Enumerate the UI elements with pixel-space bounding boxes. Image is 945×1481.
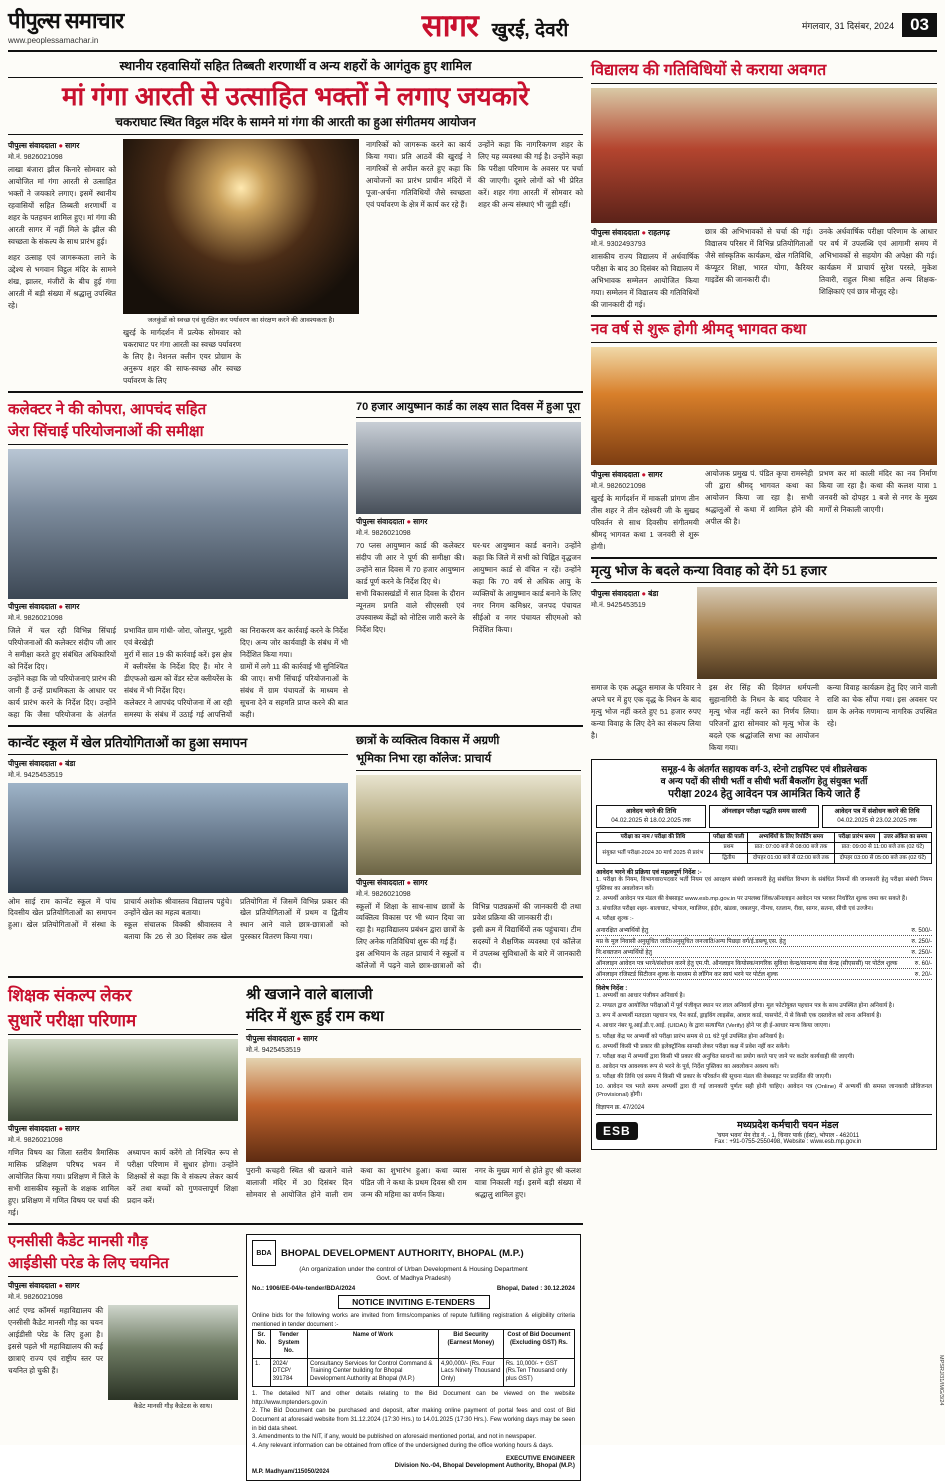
brand-name: पीपुल्स समाचार bbox=[8, 8, 124, 33]
brand-website: www.peoplessamachar.in bbox=[8, 36, 99, 45]
esb-note-3: 3. रूप में अभ्यर्थी मतदाता पहचान पत्र, पैन कार्ड, ड्राइविंग लाइसेंस, आधार कार्ड, पासपोर्ट, में से किसी एक दस्तावेज को लाना अनिवार्य है। bbox=[596, 1013, 882, 1020]
sports-phone: मो.नं. 9425453519 bbox=[8, 771, 63, 779]
bda-note-1: 1. The detailed NIT and other details relating to the Bid Document can be viewed on the website http://www.mptenders.gov.in bbox=[252, 1390, 575, 1406]
ad-bda bbox=[246, 1234, 581, 1481]
bda-th-4: Cost of Bid Document (Excluding GST) Rs. bbox=[503, 1330, 574, 1358]
esb-title-2: व अन्य पदों की सीधी भर्ती व सीधी भर्ती बैकलॉग हेतु संयुक्त भर्ती bbox=[660, 775, 868, 786]
school-activity-para-1: शासकीय राज्य विद्यालय में अर्धवार्षिक परीक्षा के बाद 30 दिसंबर को विद्यालय में अभिभावक सम्मेलन आयोजित किया गया। सम्मेलन में विद्यालय की गतिविधियों की जानकारी दी गई। bbox=[591, 252, 699, 310]
collector-para-1: जिले में चल रही विभिन्न सिंचाई परियोजनाओं की कलेक्टर संदीप जी आर ने समीक्षा करते हुए संबंधित अधिकारियों को निर्देश दिए। bbox=[8, 626, 116, 671]
edition-city: सागर bbox=[421, 8, 478, 43]
college-para-2: इस अभियान के तहत प्राचार्य ने स्कूलों व कॉलेजों में पढ़ने वाले छात्र-छात्राओं को विभिन्न पाठ्यक्रमों की जानकारी दी तथा प्रवेश प्रक्रिया की जानकारी दी। bbox=[356, 901, 581, 971]
bda-intro: Online bids for the following works are invited from firms/companies of repute fulfilling registration & eligibility criteria mentioned in tender document :- bbox=[252, 1313, 575, 1328]
right-column bbox=[591, 57, 944, 1481]
article-college bbox=[356, 731, 581, 973]
esb-instruction-4: 4. परीक्षा शुल्क :- bbox=[596, 915, 634, 922]
teacher-byline: पीपुल्स संवाददाता ● सागर bbox=[8, 1124, 80, 1134]
esb-date-cells bbox=[596, 805, 932, 828]
bhagwat-photo bbox=[591, 347, 937, 465]
sports-para-2: स्कूल संचालक विक्की श्रीवास्तव ने बताया कि 26 से 30 दिसंबर तक खेल प्रतियोगिता में जिसमें विभिन्न प्रकार की खेल प्रतियोगिताओं में प्रथम व द्वितीय स्थान आने वाले छात्र-छात्राओं को पुरस्कार वितरण किया गया। bbox=[124, 896, 348, 942]
esb-org-name: मध्यप्रदेश कर्मचारी चयन मंडल bbox=[737, 1119, 839, 1131]
bda-notice-title: NOTICE INVITING E-TENDERS bbox=[338, 1295, 490, 1309]
esb-date-cell-0: आवेदन भरने की तिथि 04.02.2025 से 18.02.2025 तक bbox=[596, 805, 706, 828]
esb-note-7: 7. परीक्षा कक्ष में अभ्यर्थी द्वारा किसी भी प्रकार की अनुचित साधनों का प्रयोग करते पाए जाने पर कठोर कार्यवाही की जाएगी। bbox=[596, 1053, 855, 1060]
sports-photo bbox=[8, 783, 348, 893]
school-activity-photo bbox=[591, 88, 937, 223]
school-activity-para-2: छात्र की अभिभावकों से चर्चा की गई। विद्यालय परिसर में विभिन्न प्रतियोगिताओं जैसे सांस्कृतिक कार्यक्रम, खेल गतिविधि, कंप्यूटर शिक्षा, भारत योगा, कैरियर गाइडेंस की जानकारी दी। bbox=[705, 227, 813, 285]
college-headline-2: भूमिका निभा रहा कॉलेज: प्राचार्य bbox=[356, 753, 581, 771]
masthead-brand bbox=[8, 5, 223, 45]
collector-headline-1: कलेक्टर ने की कोपरा, आपचंद सहित bbox=[8, 401, 207, 419]
ad-esb bbox=[591, 759, 937, 1150]
collector-headline-2: जेरा सिंचाई परियोजनाओं की समीक्षा bbox=[8, 423, 348, 445]
balaji-para-1: पुरानी कचहरी स्थित श्री खजाने वाले बालाजी मंदिर में 30 दिसंबर दिन सोमवार से आयोजित होने वाली राम कथा का शुभारंभ हुआ। कथा व्यास पंडित जी ने कथा के प्रथम दिवस श्री राम जन्म की महिमा का वर्णन किया। bbox=[246, 1166, 467, 1200]
article-school-sports bbox=[8, 731, 348, 973]
esb-side-code: MPSRJ/31/IMG/3/24 bbox=[938, 1354, 944, 1405]
bhagwat-para-3: प्रभण कर मां काली मंदिर का नव निर्माण किया जा रहा है। कथा की कलश यात्रा 1 जनवरी को दोपहर 1 बजे से नगर के मुख्य मार्गों से निकाली जाएगी। bbox=[819, 469, 937, 515]
collector-phone: मो.नं. 9826021098 bbox=[8, 615, 63, 623]
college-headline-1: छात्रों के व्यक्तित्व विकास में अग्रणी bbox=[356, 734, 500, 747]
bda-sub-1: (An organization under the control of Urban Development & Housing Department bbox=[299, 1266, 528, 1274]
esb-date-cell-1: ऑनलाइन परीक्षा पद्धति समय सारणी bbox=[709, 805, 819, 828]
article-collector bbox=[8, 397, 348, 721]
esb-notes-heading: विशेष निर्देश : bbox=[596, 985, 628, 993]
bda-table-header-row bbox=[253, 1330, 575, 1358]
bda-td-2: Consultancy Services for Control Command & Training Center building for Bhopal Development Authority at Bhopal (M.P.) bbox=[307, 1358, 438, 1386]
balaji-headline-1: श्री खजाने वाले बालाजी bbox=[246, 986, 373, 1004]
bda-th-2: Name of Work bbox=[307, 1330, 438, 1358]
collector-photo bbox=[8, 449, 348, 599]
row-teacher-balaji bbox=[8, 982, 583, 1219]
lead-photo-caption: जलकुंडों को स्वच्छ एवं सुरक्षित कर पर्यावरण का संरक्षण करने की आवश्यकता है। bbox=[147, 317, 335, 325]
esb-instruction-2: 2. अभ्यर्थी आवेदन पत्र मंडल की वेबसाइट www.esb.mp.gov.in पर उपलब्ध लिंक/ऑनलाइन आवेदन पत्र भरकर निर्धारित शुल्क जमा कर सकते हैं। bbox=[596, 895, 908, 902]
esb-fee-1: मप्र के मूल निवासी अनुसूचित जाति/अनुसूचित जनजाति/अन्य पिछड़ा वर्ग/ई.डब्ल्यू.एस. हेतु रु. 250/- bbox=[596, 936, 932, 947]
ncc-headline-2: आईडीसी परेड के लिए चयनित bbox=[8, 1255, 238, 1277]
bda-tender-table bbox=[252, 1329, 575, 1387]
masthead-meta bbox=[767, 13, 937, 37]
esb-td-r0c2: प्रात: 07:00 बजे से 08:00 बजे तक bbox=[748, 843, 834, 853]
left-column bbox=[8, 57, 583, 1481]
bda-title: BHOPAL DEVELOPMENT AUTHORITY, BHOPAL (M.P.) bbox=[281, 1247, 524, 1259]
edition-subcities: खुरई, देवरी bbox=[491, 20, 569, 41]
esb-th-0: परीक्षा का नाम / परीक्षा की तिथि bbox=[597, 833, 710, 843]
masthead bbox=[8, 0, 937, 52]
bhagwat-phone: मो.नं. 9826021098 bbox=[591, 483, 646, 491]
bda-sign-title: EXECUTIVE ENGINEER bbox=[505, 1454, 575, 1462]
bda-note-3: 3. Amendments to the NIT, if any, would be published on aforesaid mentioned portal, and not in newspaper. bbox=[252, 1434, 537, 1441]
esb-ad-number: विज्ञापन क्र. 47/2024 bbox=[596, 1104, 645, 1111]
esb-title-1: समूह-4 के अंतर्गत सहायक वर्ग-3, स्टेनो टाइपिस्ट एवं शीघ्रलेखक bbox=[661, 764, 867, 775]
table-row bbox=[253, 1358, 575, 1386]
kanya-headline: मृत्यु भोज के बदले कन्या विवाह को देंगे 51 हजार bbox=[591, 563, 937, 583]
esb-fee-4: ऑनलाइन रजिस्टर्ड सिटीजन शुल्क के माध्यम से लॉगिन कर स्वयं भरने पर पोर्टल शुल्क रु. 20/- bbox=[596, 969, 932, 980]
bda-td-1: 2024/ DTCP/ 391784 bbox=[270, 1358, 307, 1386]
lead-headline: मां गंगा आरती से उत्साहित भक्तों ने लगाए जयकारे bbox=[61, 81, 530, 111]
lead-para-2: शहर उत्साह एवं जागरूकता लाने के उद्देश्य से भगवान विट्ठल मंदिर के सामने शंख, झालर, मंजीरों के बीच हुई गंगा आरती में बड़ी संख्या में श्रद्धालु उपस्थित रहे। bbox=[8, 253, 116, 310]
collector-para-3: मुर्रा में सात 19 की कार्रवाई करें। इस क्षेत्र में क्लीयरेंस के निर्देश दिए हैं। मोर ने डीएफओ खत्म को वेंडर स्टेज क्लीयरेंस के संबंध में भी निर्देश दिए। bbox=[124, 650, 232, 695]
esb-fee-0: अनारक्षित अभ्यर्थियों हेतु रु. 500/- bbox=[596, 925, 932, 936]
bhagwat-para-2: आयोजक प्रमुख पं. पंडित कृपा रामस्नेही जी द्वारा श्रीमद् भागवत कथा का आयोजन किया जा रहा है। सभी श्रद्धालुओं से कथा में शामिल होने की अपील की है। bbox=[705, 469, 813, 527]
ayushman-phone: मो.नं. 9826021098 bbox=[356, 530, 411, 538]
page-content bbox=[8, 52, 944, 1481]
esb-fee-3: ऑनलाइन आवेदन पत्र भरने/संशोधन करने हेतु एम.पी. ऑनलाइन कियोस्क/नागरिक सुविधा केन्द्र/सामान्य सेवा केन्द्र (सीएससी) पर पोर्टल शुल्क रु. 60/- bbox=[596, 958, 932, 969]
esb-note-4: 4. आधार नंबर यू.आई.डी.ए.आई. (UIDAI) के द्वारा सत्यापित (Verify) होने पर ही ई-आधार मान्य किया जाएगा। bbox=[596, 1023, 831, 1030]
college-byline: पीपुल्स संवाददाता ● सागर bbox=[356, 877, 428, 887]
article-teacher bbox=[8, 982, 238, 1219]
kanya-phone: मो.नं. 9425453519 bbox=[591, 602, 646, 610]
article-ncc bbox=[8, 1229, 238, 1481]
teacher-headline-2: सुधारें परीक्षा परिणाम bbox=[8, 1011, 238, 1035]
article-balaji bbox=[246, 982, 581, 1219]
lead-kicker: स्थानीय रहवासियों सहित तिब्बती शरणार्थी व अन्य शहरों के आगंतुक हुए शामिल bbox=[8, 57, 583, 78]
ncc-para-1: आर्ट एण्ड कॉमर्स महाविद्यालय की एनसीसी कैडेट मानसी गौड़ का चयन आईडीसी परेड के लिए हुआ है। इससे पहले भी महाविद्यालय की कई छात्राएं राज्य एवं राष्ट्रीय स्तर पर चयनित हो चुकी हैं। bbox=[8, 1306, 103, 1376]
bda-th-1: Tender System No. bbox=[270, 1330, 307, 1358]
ayushman-byline: पीपुल्स संवाददाता ● सागर bbox=[356, 517, 428, 527]
esb-logo: ESB bbox=[596, 1122, 638, 1140]
bhagwat-byline: पीपुल्स संवाददाता ● सागर bbox=[591, 470, 663, 480]
table-row bbox=[597, 843, 932, 853]
esb-instructions-heading: आवेदन भरने की प्रक्रिया एवं महत्वपूर्ण निर्देश :- bbox=[596, 868, 702, 876]
article-ayushman bbox=[356, 397, 581, 721]
ayushman-para-3: घर-घर आयुष्मान कार्ड बनाने। उन्होंने कहा कि जिले में सभी को चिह्नित वृद्धजन आयुष्मान कार्ड से वंचित न रहें। उन्होंने कहा कि 70 वर्ष से अधिक आयु के व्यक्तियों के आयुष्मान कार्ड बनाने के लिए नगर निगम कमिश्नर, जनपद पंचायत सीईओ व नगर पंचायत सीएमओ को निर्देशित किया। bbox=[472, 541, 581, 635]
esb-instruction-3: 3. संचालित परीक्षा शहर- बालाघाट, भोपाल, ग्वालियर, इंदौर, खंडवा, जबलपुर, नीमच, रतलाम, रीवा, सागर, सतना, सीधी एवं उज्जैन। bbox=[596, 905, 873, 912]
esb-note-5: 5. परीक्षा केंद्र पर अभ्यर्थी को परीक्षा प्रारंभ समय से 01 घंटे पूर्व उपस्थित होना अनिवार्य है। bbox=[596, 1033, 784, 1040]
lead-phone: मो.नं. 9826021098 bbox=[8, 154, 63, 162]
college-phone: मो.नं. 9826021098 bbox=[356, 890, 411, 898]
school-activity-headline: विद्यालय की गतिविधियों से कराया अवगत bbox=[591, 61, 937, 84]
esb-table-header-row bbox=[597, 833, 932, 843]
article-lead bbox=[8, 57, 583, 387]
school-activity-para-3: उनके अर्धवार्षिक परीक्षा परिणाम के आधार पर वर्ष में उपलब्धि एवं आगामी समय में अभिभावकों से सहयोग की अपेक्षा की गई। कार्यक्रम में प्राचार्य सुरेश परस्ते, मुकेश तिवारी, राहुल मिश्रा सहित अन्य शिक्षक-शिक्षिकाएं एवं छात्र मौजूद रहे। bbox=[819, 227, 937, 297]
page-number: 03 bbox=[902, 13, 937, 37]
esb-th-3: परीक्षा प्रारंभ समय bbox=[834, 833, 879, 843]
esb-instruction-1: 1. परीक्षा के नियम, विभागवार/पदवार भर्ती नियम एवं आरक्षण संबंधी जानकारी हेतु संबंधित विभाग के संबंधित नियमों की जानकारी हेतु परीक्षा संबंधी नियम पुस्तिका का अवलोकन करें। bbox=[596, 876, 932, 892]
ayushman-headline: 70 हजार आयुष्मान कार्ड का लक्ष्य सात दिवस में हुआ पूरा bbox=[356, 401, 581, 418]
esb-td-r1c1: द्वितीय bbox=[709, 853, 747, 863]
article-bhagwat-katha bbox=[591, 321, 937, 553]
esb-td-r0c3: प्रात: 09:00 से 11:00 बजे तक (02 घंटे) bbox=[834, 843, 931, 853]
ayushman-para-1: 70 प्लस आयुष्मान कार्ड की कलेक्टर संदीप जी आर ने पूर्ण की समीक्षा की। उन्होंने सात दिवस में 70 हजार आयुष्मान कार्ड पूर्ण करने के निर्देश दिए थे। bbox=[356, 541, 465, 587]
bda-note-2: 2. The Bid Document can be purchased and deposit, after making online payment of portal fees and cost of Bid Document at aforesaid website from 31.12.2024 (17:30 Hrs.) to 14.01.2025 (17:30 Hrs.). Few working days may be seen in bid data sheet. bbox=[252, 1408, 575, 1432]
teacher-photo bbox=[8, 1039, 238, 1121]
sports-headline: कान्वेंट स्कूल में खेल प्रतियोगिताओं का हुआ समापन bbox=[8, 735, 348, 755]
lead-subhead: चकराघाट स्थित विट्ठल मंदिर के सामने मां गंगा की आरती का हुआ संगीतमय आयोजन bbox=[8, 113, 583, 135]
esb-note-8: 8. आवेदन पत्र आवश्यक रूप से भरने के पूर्व, निर्देश पुस्तिका का अवलोकन अवश्य करें। bbox=[596, 1063, 779, 1070]
bda-header bbox=[252, 1240, 575, 1266]
bda-sign-sub: Division No.-04, Bhopal Development Authority, Bhopal (M.P.) bbox=[394, 1461, 575, 1469]
teacher-para-2: अध्यापन कार्य करेंगे तो निश्चित रूप से परीक्षा परिणाम में सुधार होगा। उन्होंने शिक्षकों से कहा कि वे संकल्प लेकर कार्य करें तथा बच्चों को गुणवत्तापूर्ण शिक्षा प्रदान करें। bbox=[127, 1148, 238, 1206]
esb-org-address: 'चयन भवन' मेन रोड नं. - 1, चिनार पार्क (ईस्ट), भोपाल - 462011 bbox=[716, 1132, 860, 1139]
row-collector-ayushman bbox=[8, 397, 583, 721]
balaji-photo bbox=[246, 1058, 581, 1162]
sports-byline: पीपुल्स संवाददाता ● बंडा bbox=[8, 758, 76, 768]
esb-td-r1c3: दोपहर 03:00 से 05:00 बजे तक (02 घंटे) bbox=[834, 853, 931, 863]
esb-org-contact: Fax : +91-0755-2550498, Website : www.esb.mp.gov.in bbox=[714, 1138, 862, 1145]
bhagwat-para-1: खुरई के मार्गदर्शन में माकली प्रांगण तीन तीस शहर ने तीन रक्षेश्वरी जी के सुखद परिवर्तन से साथ दिवसीय संगीतमयी श्रीमद् भागवत कथा 1 जनवरी से शुरू होगी। bbox=[591, 494, 699, 552]
bda-emblem-icon: BDA bbox=[252, 1240, 276, 1266]
esb-title-3: परीक्षा 2024 हेतु आवेदन पत्र आमंत्रित किये जाते हैं bbox=[668, 787, 860, 800]
bda-sub-2: Govt. of Madhya Pradesh) bbox=[376, 1274, 451, 1282]
collector-byline: पीपुल्स संवाददाता ● सागर bbox=[8, 602, 80, 612]
bda-td-4: Rs. 10,000/- + GST (Rs.Ten Thousand only plus GST) bbox=[503, 1358, 574, 1386]
lead-para-4: नागरिकों को जागरूक करने का कार्य किया गया। प्रति आठवें की खुराई ने नागरिकों से अपील करते हुए कहा कि आयोजनों का प्रारंभ प्राचीन मंदिरों में पूजा-अर्चना गतिविधियों जैसे स्वच्छता एवं पर्यावरण के क्षेत्र में कार्य कर रहे हैं। bbox=[366, 140, 471, 210]
esb-note-6: 6. अभ्यर्थी किसी भी प्रकार की इलेक्ट्रॉनिक सामग्री लेकर परीक्षा कक्ष में प्रवेश नहीं कर सकेंगे। bbox=[596, 1043, 790, 1050]
esb-fee-2: नि:शक्तजन अभ्यर्थियों हेतु रु. 250/- bbox=[596, 947, 932, 958]
esb-notes bbox=[596, 992, 932, 1100]
lead-byline: पीपुल्स संवाददाता ● सागर bbox=[8, 141, 80, 151]
lead-para-5: उन्होंने कहा कि नागरिकगण शहर के लिए यह व्यवस्था की गई है। उन्होंने कहा कि परीक्षा परिणाम के अवसर पर चर्चा की जाएगी। दूसरे लोगों को भी प्रेरित करें। शहर गंगा आरती में सोमवार को शहर की अन्य संस्थाएं भी जुड़ी रहीं। bbox=[478, 140, 583, 210]
esb-td-r1c2: दोपहर 01:00 बजे से 02:00 बजे तक bbox=[748, 853, 834, 863]
collector-para-2: उन्होंने कहा कि जो परियोजनाएं प्रारंभ की जानी हैं उन्हें प्राथमिकता के आधार पर कार्य प्रारंभ करने के निर्देश दिए। उन्होंने कहा कि जैसा परियोजना के अंतर्गत प्रभावित ग्राम गांधी- जोरा, जोलपुर, भूड़री एवं बेरखेड़ी bbox=[8, 626, 232, 719]
collector-para-5: ग्रामों में लगे 11 की कार्रवाई भी सुनिश्चित की जाए। सभी सिंचाई परियोजनाओं के संबंध में ग्राम पंचायतों के माध्यम से सूचना देने व सहमति प्राप्त करने की बात कही। bbox=[240, 661, 348, 719]
college-photo bbox=[356, 775, 581, 875]
ayushman-photo bbox=[356, 422, 581, 514]
lead-para-1: लाखा बंजारा झील किनारे सोमवार को आयोजित मां गंगा आरती से उत्साहित भक्तों ने जयकारे लगाए। इसमें स्थानीय रहवासियों सहित तिब्बती शरणार्थी व शहर के पतहचन शामिल हुए। मां गंगा की आरती सागर में नहीं मिले के झील की स्वच्छता के संकल्प के साथ प्रारंभ हुई। bbox=[8, 165, 116, 247]
sports-para-1: ओम साई राम कान्वेंट स्कूल में पांच दिवसीय खेल प्रतियोगिताओं का समापन हुआ। खेल प्रतियोगिताओं में संस्था के प्राचार्य अशोक श्रीवास्तव विद्यालय पहुंचे। उन्होंने खेल का महत्व बताया। bbox=[8, 896, 232, 930]
row-ncc-bda bbox=[8, 1229, 583, 1481]
kanya-para-1: समाज के एक अद्भुत समाज के परिवार ने अपने घर में हुए एक वृद्ध के निधन के बाद मृत्यु भोज नहीं करते हुए 51 हजार रुपए कन्या विवाह के लिए देने का संकल्प लिया है। bbox=[591, 683, 701, 741]
esb-td-r0c0: संयुक्त भर्ती परीक्षा-2024 30 मार्च 2025 से प्रारंभ bbox=[597, 843, 710, 864]
article-school-activity bbox=[591, 61, 937, 311]
teacher-phone: मो.नं. 9826021098 bbox=[8, 1137, 63, 1145]
esb-date-cell-2: आवेदन पत्र में संशोधन करने की तिथि 04.02.2025 से 23.02.2025 तक bbox=[822, 805, 932, 828]
bda-th-0: Sr. No. bbox=[253, 1330, 271, 1358]
bda-th-3: Bid Security (Earnest Money) bbox=[438, 1330, 503, 1358]
esb-th-2: अभ्यर्थियों के लिए रिपोर्टिंग समय bbox=[748, 833, 834, 843]
esb-td-r0c1: प्रथम bbox=[709, 843, 747, 853]
bda-note-4: 4. Any relevant information can be obtained from office of the undersigned during the office working hours & days. bbox=[252, 1443, 554, 1450]
ncc-photo bbox=[108, 1305, 238, 1400]
ayushman-para-2: सभी विकासखंडों में सात दिवस के दौरान न्यूनतम प्रगति वाले सीएससी एवं उपस्वास्थ्य केंद्रों को नोटिस जारी करने के निर्देश दिए। bbox=[356, 589, 465, 635]
teacher-headline-1: शिक्षक संकल्प लेकर bbox=[8, 986, 132, 1006]
balaji-para-2: नगर के मुख्य मार्ग से होते हुए श्री कलश यात्रा निकाली गई। इसमें बड़ी संख्या में श्रद्धालु शामिल हुए। bbox=[474, 1166, 581, 1200]
college-para-1: स्कूलों में शिक्षा के साथ-साथ छात्रों के व्यक्तित्व विकास पर भी ध्यान दिया जा रहा है। महाविद्यालय प्रबंधन द्वारा छात्रों के लिए अनेक गतिविधियां शुरू की गई हैं। bbox=[356, 901, 465, 947]
lead-photo bbox=[123, 139, 359, 314]
bhagwat-headline: नव वर्ष से शुरू होगी श्रीमद् भागवत कथा bbox=[591, 321, 937, 343]
article-kanya-vivah bbox=[591, 563, 937, 754]
kanya-para-2: इस शेर सिंह की दिवंगत धर्मपत्नी सुहानागिरी के निधन के बाद परिवार ने मृत्यु भोज नहीं करने का निर्णय लिया। परिजनों द्वारा सोमवार को मृत्यु भोज के बदले एक श्रद्धांजलि सभा का आयोजन किया गया। bbox=[709, 683, 819, 753]
masthead-edition bbox=[223, 4, 767, 46]
lead-para-3: खुरई के मार्गदर्शन में प्रत्येक सोमवार को चकराघाट पर गंगा आरती का स्वच्छ पर्यावरण के लिए है। नेशनल क्लीन एयर प्रोग्राम के अनुरूप शहर की साफ-स्वच्छ और स्वच्छ पर्यावरण के लिए bbox=[123, 328, 241, 386]
row-sports-college bbox=[8, 731, 583, 973]
esb-note-9: 9. परीक्षा की तिथि एवं समय में किसी भी प्रकार के परिवर्तन की सूचना मंडल की वेबसाइट पर प्रदर्शित की जाएगी। bbox=[596, 1073, 832, 1080]
school-activity-byline: पीपुल्स संवाददाता ● राहतगढ़ bbox=[591, 228, 670, 238]
balaji-phone: मो.नं. 9425453519 bbox=[246, 1047, 301, 1055]
kanya-photo bbox=[697, 587, 937, 679]
balaji-byline: पीपुल्स संवाददाता ● सागर bbox=[246, 1034, 318, 1044]
esb-th-1: परीक्षा की पाली bbox=[709, 833, 747, 843]
school-activity-phone: मो.नं. 9302493793 bbox=[591, 241, 646, 249]
kanya-byline: पीपुल्स संवाददाता ● बंडा bbox=[591, 589, 659, 599]
esb-instructions bbox=[596, 876, 932, 923]
kanya-para-3: कन्या विवाह कार्यक्रम हेतु दिए जाने वाली राशि का चेक सौंपा गया। इस अवसर पर ग्राम के अनेक गणमान्य नागरिक उपस्थित रहे। bbox=[827, 683, 937, 729]
ncc-photo-caption: कैडेट मानसी गौड़ कैडेटस के साथ। bbox=[133, 1403, 213, 1411]
issue-date: मंगलवार, 31 दिसंबर, 2024 bbox=[801, 20, 895, 31]
esb-th-4: उत्तर अंकित का समय bbox=[879, 833, 931, 843]
collector-para-4: कलेक्टर ने आपचंद परियोजना में आ रही समस्या के संबंध में उठाई गई आपत्तियों का निराकरण कर कार्रवाई करने के निर्देश दिए। अन्य जोर कार्यवाही के संबंध में भी निर्देशित किया गया। bbox=[124, 626, 348, 719]
esb-schedule-table bbox=[596, 832, 932, 864]
ncc-byline: पीपुल्स संवाददाता ● सागर bbox=[8, 1281, 80, 1291]
teacher-para-1: गणित विषय का जिला स्तरीय त्रैमासिक मासिक प्रशिक्षण परिषद भवन में आयोजित किया गया। प्रशिक्षण में जिले के सभी शासकीय स्कूलों के शक्षक शामिल हुए। प्रशिक्षण में गणित विषय पर चर्चा की गई। bbox=[8, 1148, 119, 1218]
esb-note-2: 2. मण्डल द्वारा आयोजित परीक्षाओं में पूर्व पंजीकृत स्थान पर लाल अनिवार्य होगा। मूल फोटोयुक्त पहचान पत्र के साथ उपस्थित होना अनिवार्य है। bbox=[596, 1003, 895, 1010]
bda-foot-left: M.P. Madhyam/115050/2024 bbox=[252, 1468, 330, 1475]
ncc-headline-1: एनसीसी कैडेट मानसी गौड़ bbox=[8, 1233, 148, 1251]
esb-note-1: 1. अभ्यर्थी का आधार पंजीयन अनिवार्य है। bbox=[596, 993, 685, 1000]
esb-fee-list bbox=[596, 925, 932, 980]
ncc-phone: मो.नं. 9826021098 bbox=[8, 1294, 63, 1302]
bda-td-3: 4,90,000/- (Rs. Four Lacs Ninety Thousand Only) bbox=[438, 1358, 503, 1386]
esb-note-10: 10. आवेदन पत्र भरते समय अभ्यर्थी द्वारा दी गई जानकारी पूर्णतः सही होनी चाहिए। आवेदन पत्र (Online) में अभ्यर्थी की समस्त जानकारी प्रोविजनल (Provisional) होगी। bbox=[596, 1083, 932, 1099]
college-para-3: इसी क्रम में विद्यार्थियों तक पहुंचाया। टीम सदस्यों ने शैक्षणिक व्यवस्था एवं कॉलेज में उपलब्ध सुविधाओं के बारे में जानकारी दी। bbox=[472, 925, 581, 971]
bda-dated: Bhopal, Dated : 30.12.2024 bbox=[496, 1285, 575, 1293]
brand-logo bbox=[8, 5, 223, 35]
bda-ref-no: No.: 1906/EE-04/e-tender/BDA/2024 bbox=[252, 1285, 356, 1293]
balaji-headline-2: मंदिर में शुरू हुई राम कथा bbox=[246, 1008, 581, 1030]
bda-td-0: 1. bbox=[253, 1358, 271, 1386]
